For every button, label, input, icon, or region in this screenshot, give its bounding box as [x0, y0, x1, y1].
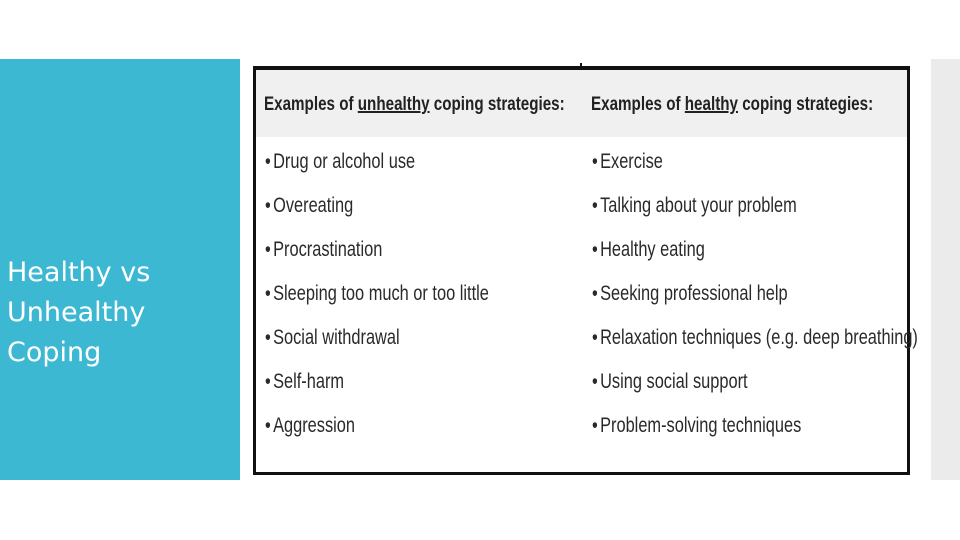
list-item-text: Using social support — [600, 370, 748, 393]
list-item — [592, 370, 918, 414]
bullet-icon: • — [592, 150, 598, 173]
bullet-icon: • — [592, 282, 598, 305]
unhealthy-column-header — [264, 94, 565, 116]
bullet-icon: • — [265, 370, 271, 393]
list-item — [592, 194, 918, 238]
header-suffix: coping strategies: — [738, 94, 874, 115]
bullet-icon: • — [592, 194, 598, 217]
bullet-icon: • — [265, 326, 271, 349]
title-panel — [0, 59, 240, 480]
healthy-strategies-list — [592, 150, 960, 458]
bullet-icon: • — [265, 238, 271, 261]
list-item-text: Relaxation techniques (e.g. deep breathing) — [600, 326, 918, 349]
list-item — [265, 326, 489, 370]
list-item — [265, 150, 489, 194]
bullet-icon: • — [592, 326, 598, 349]
list-item — [592, 282, 918, 326]
bullet-icon: • — [592, 414, 598, 437]
list-item-text: Sleeping too much or too little — [273, 282, 489, 305]
bullet-icon: • — [592, 370, 598, 393]
bullet-icon: • — [265, 414, 271, 437]
header-underlined-word: unhealthy — [357, 94, 430, 115]
list-item — [592, 326, 918, 370]
list-item — [265, 282, 489, 326]
list-item — [265, 414, 489, 458]
list-item-text: Aggression — [273, 414, 356, 437]
list-item-text: Seeking professional help — [600, 282, 788, 305]
healthy-column-header — [591, 94, 873, 116]
list-item-text: Self-harm — [273, 370, 345, 393]
table-header-row — [256, 70, 907, 137]
title-line: Healthy vs — [7, 257, 151, 288]
slide-title — [7, 253, 232, 373]
bullet-icon: • — [592, 238, 598, 261]
list-item — [592, 150, 918, 194]
header-underlined-word: healthy — [684, 94, 738, 115]
bullet-icon: • — [265, 150, 271, 173]
list-item-text: Drug or alcohol use — [273, 150, 416, 173]
list-item — [265, 370, 489, 414]
list-item-text: Procrastination — [273, 238, 383, 261]
header-prefix: Examples of — [264, 94, 358, 115]
list-item-text: Exercise — [600, 150, 663, 173]
list-item-text: Talking about your problem — [600, 194, 797, 217]
list-item — [592, 238, 918, 282]
list-item-text: Social withdrawal — [273, 326, 400, 349]
title-line: Unhealthy — [7, 297, 146, 328]
unhealthy-strategies-list — [265, 150, 552, 458]
bullet-icon: • — [265, 194, 271, 217]
list-item — [592, 414, 918, 458]
header-suffix: coping strategies: — [429, 94, 565, 115]
list-item-text: Healthy eating — [600, 238, 705, 261]
list-item-text: Problem-solving techniques — [600, 414, 802, 437]
header-prefix: Examples of — [591, 94, 685, 115]
list-item — [265, 194, 489, 238]
title-line: Coping — [7, 337, 102, 368]
list-item-text: Overeating — [273, 194, 354, 217]
bullet-icon: • — [265, 282, 271, 305]
list-item — [265, 238, 489, 282]
coping-strategies-table — [253, 66, 918, 475]
